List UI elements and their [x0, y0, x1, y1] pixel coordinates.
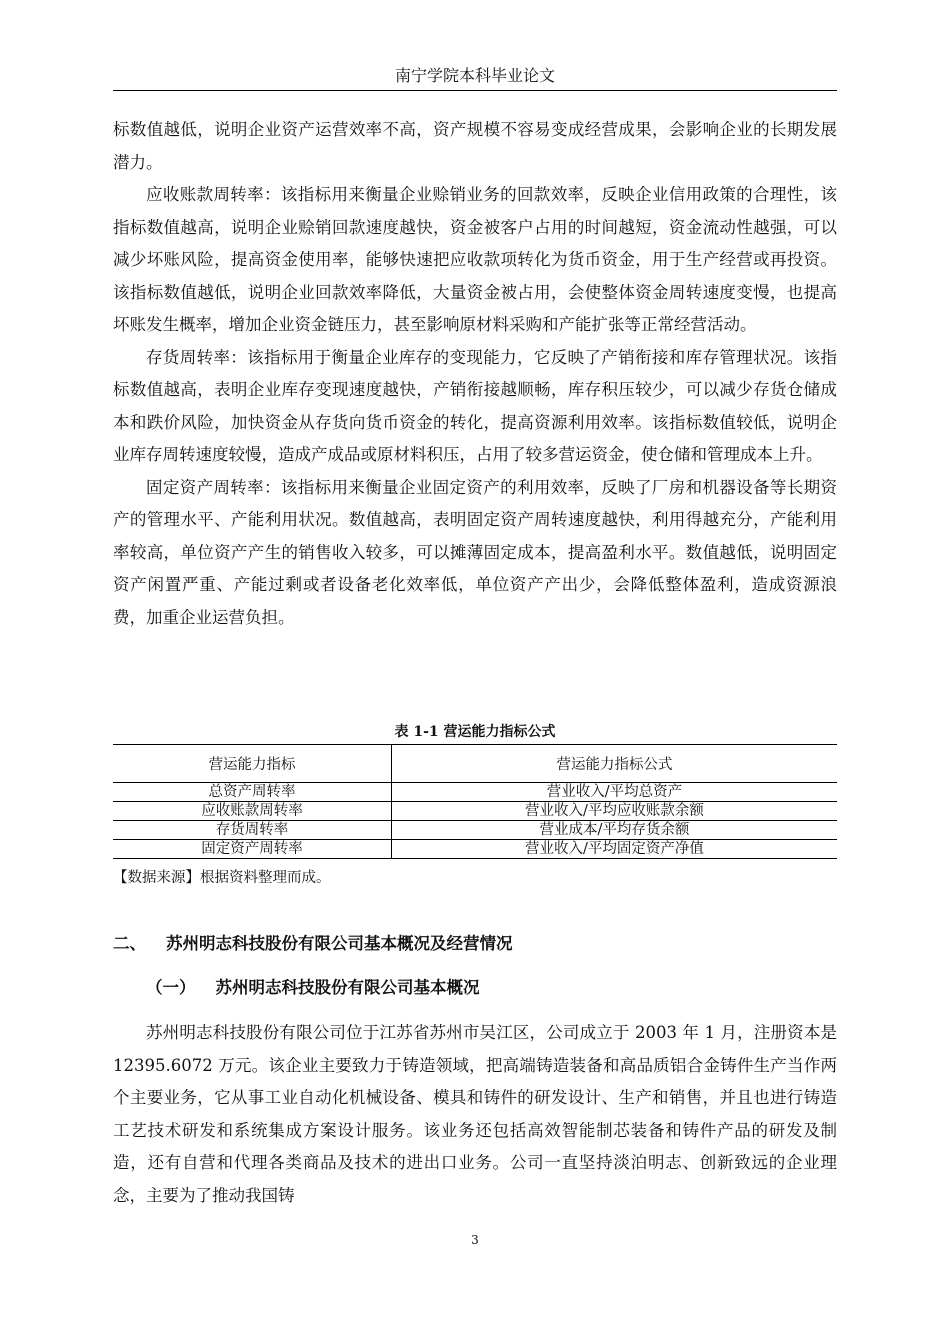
table-cell: 总资产周转率 — [113, 783, 392, 802]
table-row — [113, 783, 837, 802]
section-number: 二、 — [113, 934, 146, 953]
table-cell: 应收账款周转率 — [113, 802, 392, 821]
paragraph-receivables-turnover: 应收账款周转率：该指标用来衡量企业赊销业务的回款效率，反映企业信用政策的合理性，该指标数值越高，说明企业赊销回款速度越快，资金被客户占用的时间越短，资金流动性越强，可以减少坏账风险，提高资金使用率，能够快速把应收款项转化为货币资金，用于生产经营或再投资。该指标数值越低，说明企业回款效率降低，大量资金被占用，会使整体资金周转速度变慢，也提高坏账发生概率，增加企业资金链压力，甚至影响原材料采购和产能扩张等正常经营活动。 — [113, 185, 837, 334]
table-cell: 营业收入/平均总资产 — [392, 783, 838, 802]
body-text-bottom — [113, 1017, 837, 1212]
table-row — [113, 840, 837, 859]
body-text-top — [113, 114, 837, 634]
table-cell: 营业收入/平均固定资产净值 — [392, 840, 838, 859]
table-source-note: 【数据来源】根据资料整理而成。 — [113, 870, 331, 886]
table-cell: 存货周转率 — [113, 821, 392, 840]
page-number: 3 — [471, 1233, 479, 1247]
table-caption: 表 1-1 营运能力指标公式 — [394, 724, 556, 740]
subsection-number: （一） — [146, 978, 196, 997]
table-cell: 营业收入/平均应收账款余额 — [392, 802, 838, 821]
page-header: 南宁学院本科毕业论文 — [394, 66, 555, 85]
paragraph-fixed-asset-turnover: 固定资产周转率：该指标用来衡量企业固定资产的利用效率，反映了厂房和机器设备等长期资产的管理水平、产能利用状况。数值越高，表明固定资产周转速度越快，利用得越充分，产能利用率较高，单位资产产生的销售收入较多，可以摊薄固定成本，提高盈利水平。数值越低，说明固定资产闲置严重、产能过剩或者设备老化效率低，单位资产产出少，会降低整体盈利，造成资源浪费，加重企业运营负担。 — [113, 477, 837, 627]
table-cell: 固定资产周转率 — [113, 840, 392, 859]
subsection-title: 苏州明志科技股份有限公司基本概况 — [215, 978, 480, 997]
paragraph-company-overview: 苏州明志科技股份有限公司位于江苏省苏州市吴江区，公司成立于 2003 年 1 月，注册资本是 12395.6072 万元。该企业主要致力于铸造领域，把高端铸造装备和高品质铝合金铸件生产当作两个主要业务，它从事工业自动化机械设备、模具和铸件的研发设计、生产和销售，并且也进行铸造工艺技术研发和系统集成方案设计服务。该业务还包括高效智能制芯装备和铸件产品的研发及制造，还有自营和代理各类商品及技术的进出口业务。公司一直坚持淡泊明志、创新致远的企业理念，主要为了推动我国铸 — [113, 1023, 837, 1205]
header-divider — [113, 90, 837, 91]
paragraph-inventory-turnover: 存货周转率：该指标用于衡量企业库存的变现能力，它反映了产销衔接和库存管理状况。该指标数值越高，表明企业库存变现速度越快，产销衔接越顺畅，库存积压较少，可以减少存货仓储成本和跌价风险，加快资金从存货向货币资金的转化，提高资源利用效率。该指标数值较低，说明企业库存周转速度较慢，造成产成品或原材料积压，占用了较多营运资金，使仓储和管理成本上升。 — [113, 347, 837, 464]
table-header-row — [113, 745, 837, 783]
table-header-cell: 营运能力指标 — [113, 745, 392, 783]
table-header-cell: 营运能力指标公式 — [392, 745, 838, 783]
metrics-table — [113, 744, 837, 859]
table-cell: 营业成本/平均存货余额 — [392, 821, 838, 840]
paragraph-continuation: 标数值越低，说明企业资产运营效率不高，资产规模不容易变成经营成果，会影响企业的长期发展潜力。 — [113, 120, 837, 172]
subsection-heading — [146, 974, 480, 1002]
section-heading — [113, 930, 513, 958]
table-row — [113, 802, 837, 821]
table-row — [113, 821, 837, 840]
section-title: 苏州明志科技股份有限公司基本概况及经营情况 — [166, 934, 513, 953]
